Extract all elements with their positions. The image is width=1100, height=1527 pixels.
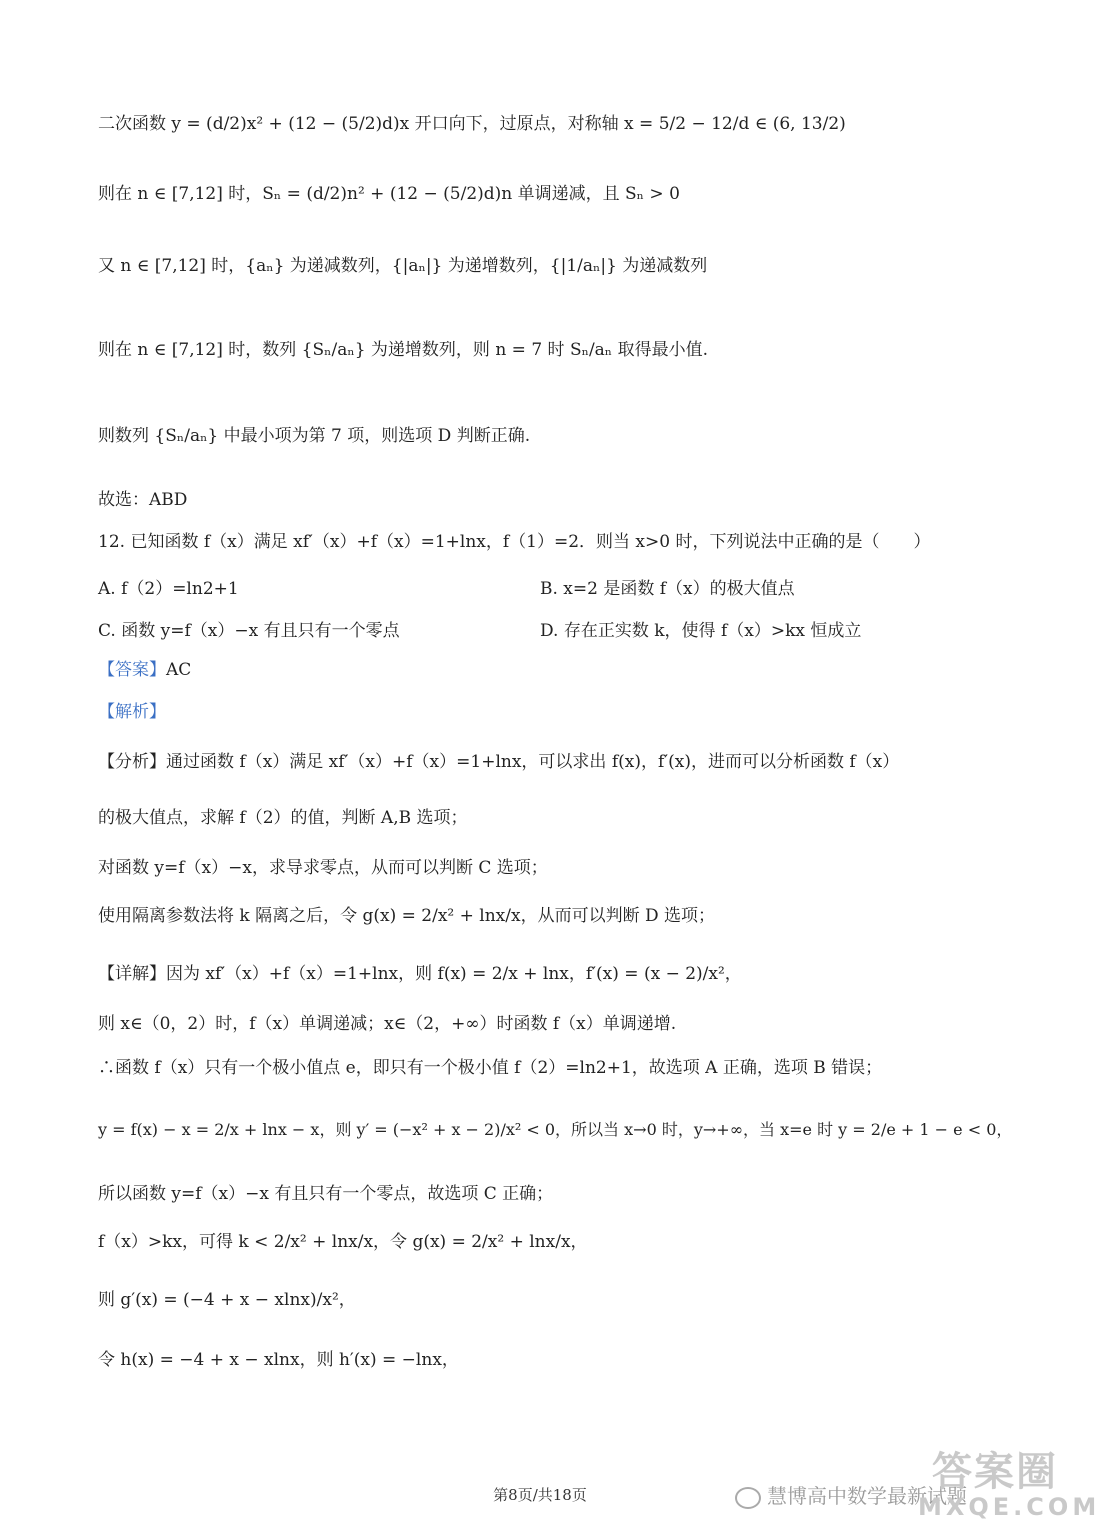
answer-value: AC [166,660,192,680]
line-sn-decreasing: 则在 n ∈ [7,12] 时，Sₙ = (d/2)n² + (12 − (5/2)d)n 单调递减，且 Sₙ > 0 [98,184,680,204]
line-detail-7: 则 g′(x) = (−4 + x − xlnx)/x²， [98,1290,356,1310]
answer-tag: 【答案】 [98,660,166,680]
line-sequence-monotonic: 又 n ∈ [7,12] 时，{aₙ} 为递减数列，{|aₙ|} 为递增数列，{|1/aₙ|} 为递减数列 [98,256,708,276]
line-analysis-3: 对函数 y=f（x）−x，求导求零点，从而可以判断 C 选项； [98,858,548,878]
analysis-heading: 【解析】 [98,702,166,722]
line-detail-2: 则 x∈（0，2）时，f（x）单调递减；x∈（2，+∞）时函数 f（x）单调递增. [98,1014,677,1034]
line-detail-4: y = f(x) − x = 2/x + lnx − x，则 y′ = (−x² + x − 2)/x² < 0，所以当 x→0 时，y→+∞，当 x=e 时 y = 2/e + 1 − e < 0， [98,1120,1013,1139]
watermark-logo-bottom: MXQE.COM [918,1493,1100,1521]
line-analysis-2: 的极大值点，求解 f（2）的值，判断 A,B 选项； [98,808,468,828]
page-footer: 第8页/共18页 [493,1486,587,1504]
option-b: B. x=2 是函数 f（x）的极大值点 [540,579,795,599]
watermark-logo-top: 答案圈 [932,1449,1058,1495]
option-a: A. f（2）=ln2+1 [98,579,239,599]
watermark-account-text: 慧博高中数学最新试题 [767,1484,967,1508]
line-min-term: 则数列 {Sₙ/aₙ} 中最小项为第 7 项，则选项 D 判断正确. [98,426,531,446]
line-detail-8: 令 h(x) = −4 + x − xlnx，则 h′(x) = −lnx， [98,1350,459,1370]
question-12: 12. 已知函数 f（x）满足 xf′（x）+f（x）=1+lnx，f（1）=2．则当 x>0 时，下列说法中正确的是（ ） [98,532,931,552]
line-detail-6: f（x）>kx，可得 k < 2/x² + lnx/x，令 g(x) = 2/x² + lnx/x， [98,1232,588,1252]
option-d: D. 存在正实数 k，使得 f（x）>kx 恒成立 [540,621,862,641]
option-c: C. 函数 y=f（x）−x 有且只有一个零点 [98,621,400,641]
line-detail-5: 所以函数 y=f（x）−x 有且只有一个零点，故选项 C 正确； [98,1184,554,1204]
line-choice-abd: 故选：ABD [98,490,188,510]
line-analysis-4: 使用隔离参数法将 k 隔离之后，令 g(x) = 2/x² + lnx/x，从而可以判断 D 选项； [98,906,716,926]
line-detail-3: ∴函数 f（x）只有一个极小值点 e，即只有一个极小值 f（2）=ln2+1，故选项 A 正确，选项 B 错误； [98,1058,883,1078]
line-ratio-increasing: 则在 n ∈ [7,12] 时，数列 {Sₙ/aₙ} 为递增数列，则 n = 7 时 Sₙ/aₙ 取得最小值. [98,340,708,360]
wechat-icon [735,1487,761,1509]
watermark-logo [918,1449,1100,1521]
answer-line [98,658,191,682]
line-detail-1: 【详解】因为 xf′（x）+f（x）=1+lnx，则 f(x) = 2/x + lnx，f′(x) = (x − 2)/x²， [98,964,742,984]
line-quadratic: 二次函数 y = (d/2)x² + (12 − (5/2)d)x 开口向下，过原点，对称轴 x = 5/2 − 12/d ∈ (6, 13/2) [98,114,846,134]
line-analysis-1: 【分析】通过函数 f（x）满足 xf′（x）+f（x）=1+lnx，可以求出 f(x)，f′(x)，进而可以分析函数 f（x） [98,752,900,772]
